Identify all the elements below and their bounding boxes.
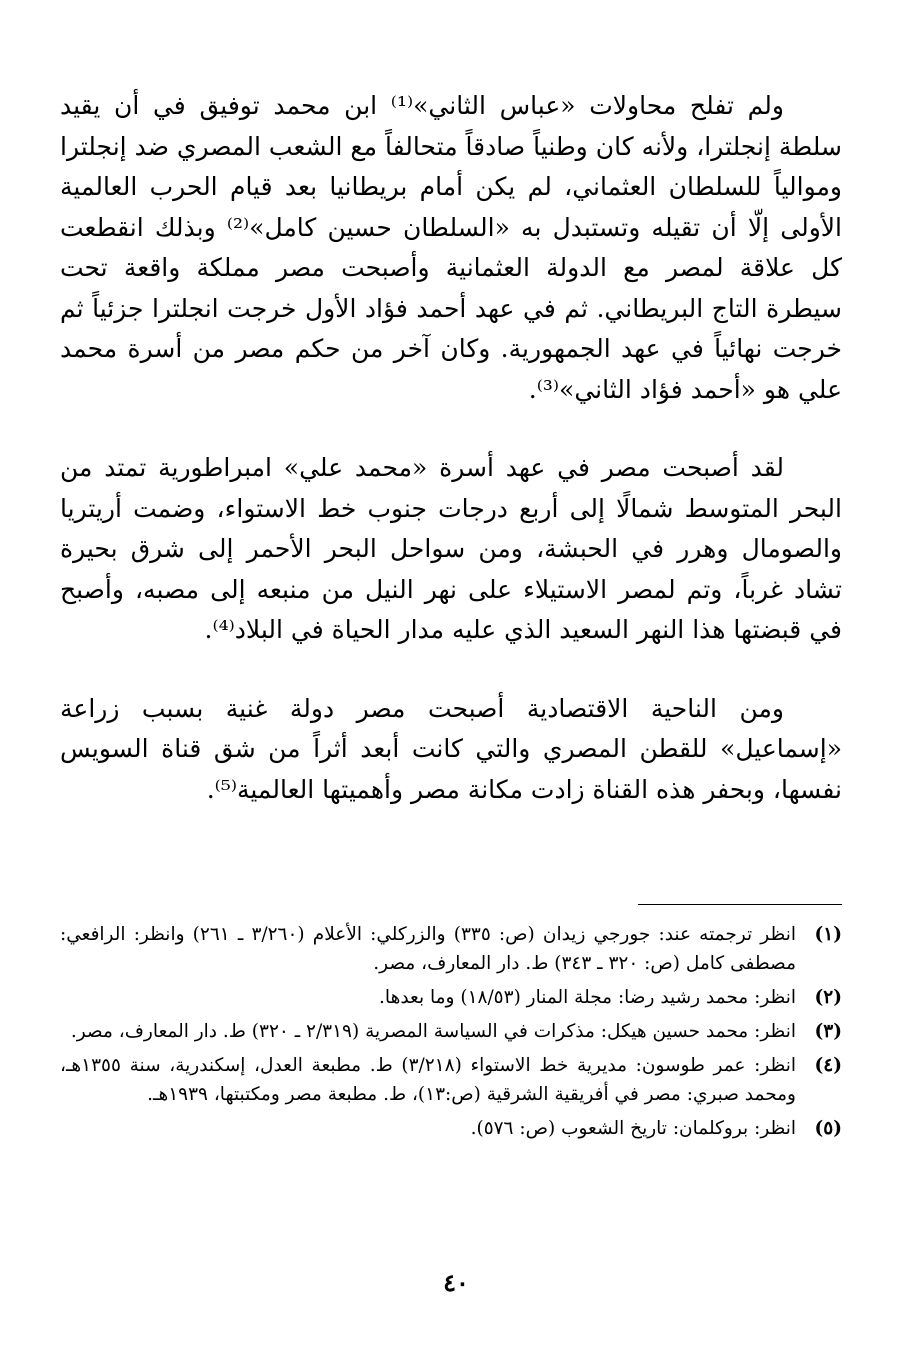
footnote-number: (٤): [814, 1055, 842, 1076]
paragraph-1: [60, 86, 842, 410]
footnote-number: (١): [814, 924, 842, 945]
footnote-number: (٥): [814, 1118, 842, 1139]
footnote-text: انظر: بروكلمان: تاريخ الشعوب (ص: ٥٧٦).: [470, 1118, 796, 1139]
footnote-text: انظر: محمد حسين هيكل: مذكرات في السياسة المصرية (٢/٣١٩ ـ ٣٢٠) ط. دار المعارف، مصر.: [70, 1021, 796, 1042]
footnote-3: [60, 1017, 842, 1046]
main-text: [60, 86, 842, 810]
footnote-text: انظر: محمد رشيد رضا: مجلة المنار (١٨/٥٣) وما بعدها.: [379, 987, 796, 1008]
paragraph-3: [60, 689, 842, 811]
footnotes: [60, 920, 842, 1148]
footnote-text: انظر: عمر طوسون: مديرية خط الاستواء (٣/٢١٨) ط. مطبعة العدل، إسكندرية، سنة ١٣٥٥هـ، ومحمد صبري: مصر في أفريقية الشرقية (ص:١٣)، ط. مطبعة مصر ومكتبتها، ١٩٣٩هـ.: [60, 1055, 796, 1105]
footnote-number: (٢): [814, 987, 842, 1008]
footnote-2: [60, 983, 842, 1012]
footnote-number: (٣): [814, 1021, 842, 1042]
footnote-text: انظر ترجمته عند: جورجي زيدان (ص: ٣٣٥) والزركلي: الأعلام (٣/٢٦٠ ـ ٢٦١) وانظر: الرافعي: مصطفى كامل (ص: ٣٢٠ ـ ٣٤٣) ط. دار المعارف، مصر.: [60, 924, 796, 974]
footnote-4: [60, 1051, 842, 1109]
page-number: ٤٠: [443, 1268, 469, 1297]
paragraph-2-text: لقد أصبحت مصر في عهد أسرة «محمد علي» امبراطورية تمتد من البحر المتوسط شمالًا إلى أربع درجات جنوب خط الاستواء، وضمت أريتريا والصومال وهرر في الحبشة، ومن سواحل البحر الأحمر إلى شرق بحيرة تشاد غرباً، وتم لمصر الاستيلاء على نهر النيل من منبعه إلى مصبه، وأصبح في قبضتها هذا النهر السعيد الذي عليه مدار الحياة في البلاد⁽⁴⁾.: [60, 453, 842, 644]
footnote-1: [60, 920, 842, 978]
paragraph-1-text: ولم تفلح محاولات «عباس الثاني»⁽¹⁾ ابن محمد توفيق في أن يقيد سلطة إنجلترا، ولأنه كان وطنياً صادقاً متحالفاً مع الشعب المصري ضد إنجلترا وموالياً للسلطان العثماني، لم يكن أمام بريطانيا بعد قيام الحرب العالمية الأولى إلّا أن تقيله وتستبدل به «السلطان حسين كامل»⁽²⁾ وبذلك انقطعت كل علاقة لمصر مع الدولة العثمانية وأصبحت مصر مملكة واقعة تحت سيطرة التاج البريطاني. ثم في عهد أحمد فؤاد الأول خرجت انجلترا جزئياً ثم خرجت نهائياً في عهد الجمهورية. وكان آخر من حكم مصر من أسرة محمد علي هو «أحمد فؤاد الثاني»⁽³⁾.: [60, 91, 842, 404]
footnote-divider: [638, 904, 842, 905]
footnote-5: [60, 1114, 842, 1143]
paragraph-2: [60, 448, 842, 651]
paragraph-3-text: ومن الناحية الاقتصادية أصبحت مصر دولة غنية بسبب زراعة «إسماعيل» للقطن المصري والتي كانت أبعد أثراً من شق قناة السويس نفسها، وبحفر هذه القناة زادت مكانة مصر وأهميتها العالمية⁽⁵⁾.: [60, 693, 842, 804]
